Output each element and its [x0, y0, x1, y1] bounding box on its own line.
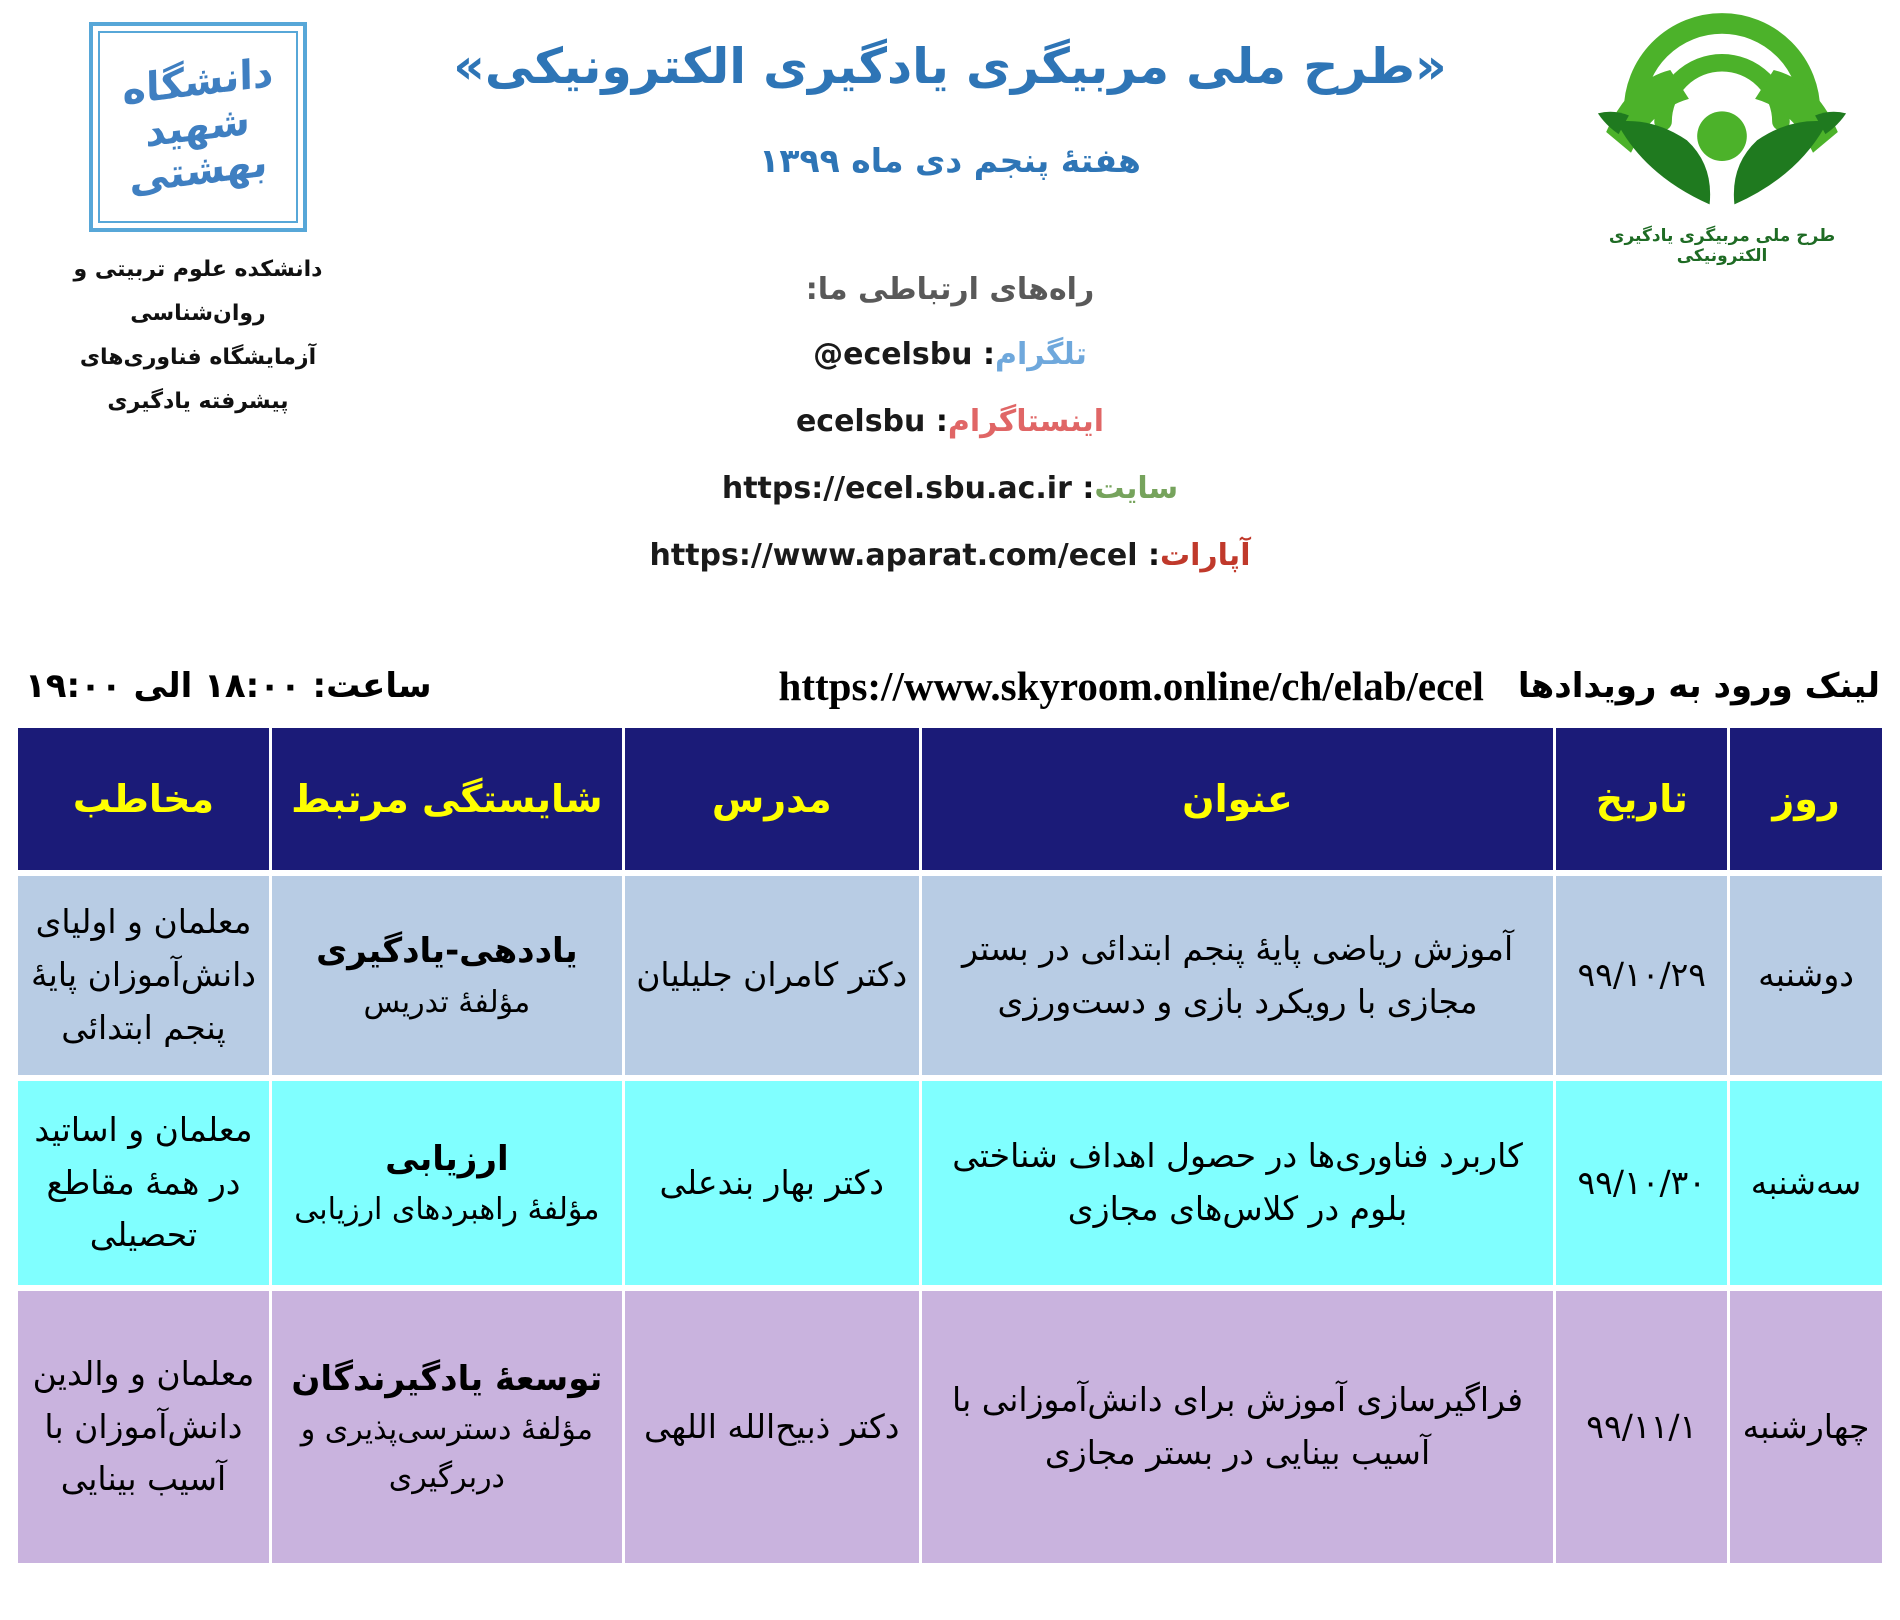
lab-name: آزمایشگاه فناوری‌های پیشرفته یادگیری	[79, 345, 317, 414]
competency-sub: مؤلفۀ راهبردهای ارزیابی	[294, 1192, 600, 1228]
cell-date: ۹۹/۱۰/۲۹	[1555, 873, 1729, 1078]
column-header-date: تاریخ	[1555, 725, 1729, 873]
events-bar	[0, 660, 1900, 722]
cell-audience: معلمان و اولیای دانش‌آموزان پایۀ پنجم ابتدائی	[17, 873, 271, 1078]
cell-instructor: دکتر کامران جلیلیان	[623, 873, 920, 1078]
events-link-label: لینک ورود به رویدادها	[1517, 666, 1880, 706]
table-row	[17, 873, 1884, 1078]
cell-date: ۹۹/۱۱/۱	[1555, 1288, 1729, 1566]
colon: :	[972, 337, 995, 372]
cell-title: کاربرد فناوری‌ها در حصول اهداف شناختی بلوم در کلاس‌های مجازی	[920, 1078, 1555, 1288]
program-logo-block	[1572, 10, 1872, 266]
aparat-url[interactable]: https://www.aparat.com/ecel	[649, 538, 1138, 573]
cell-instructor: دکتر بهار بندعلی	[623, 1078, 920, 1288]
cell-instructor: دکتر ذبیح‌الله اللهی	[623, 1288, 920, 1566]
cell-competency	[270, 1288, 623, 1566]
contact-website	[0, 471, 1900, 506]
column-header-title: عنوان	[920, 725, 1555, 873]
cell-audience: معلمان و اساتید در همۀ مقاطع تحصیلی	[17, 1078, 271, 1288]
schedule-header-row	[17, 725, 1884, 873]
competency-main: یاددهی-یادگیری	[316, 931, 578, 972]
competency-sub: مؤلفۀ تدریس	[363, 984, 531, 1020]
page-subtitle: هفتۀ پنجم دی ماه ۱۳۹۹	[759, 141, 1141, 180]
faculty-name: دانشکده علوم تربیتی و روان‌شناسی	[73, 257, 323, 326]
column-header-day: روز	[1729, 725, 1884, 873]
competency-main: ارزیابی	[385, 1138, 509, 1179]
column-header-instructor: مدرس	[623, 725, 920, 873]
cell-competency	[270, 1078, 623, 1288]
aparat-label: آپارات	[1159, 538, 1251, 573]
column-header-audience: مخاطب	[17, 725, 271, 873]
poster-header	[0, 0, 1900, 660]
events-link-url[interactable]: https://www.skyroom.online/ch/elab/ecel	[778, 663, 1484, 709]
events-link-group	[779, 662, 1880, 710]
session-time: ساعت: ۱۸:۰۰ الی ۱۹:۰۰	[25, 666, 432, 706]
contact-section	[0, 272, 1900, 605]
cell-date: ۹۹/۱۰/۳۰	[1555, 1078, 1729, 1288]
contact-heading: راه‌های ارتباطی ما:	[805, 272, 1095, 307]
colon: :	[1071, 471, 1095, 506]
colon: :	[1137, 538, 1160, 573]
website-label: سایت	[1094, 471, 1179, 506]
cell-title: فراگیرسازی آموزش برای دانش‌آموزانی با آسیب بینایی در بستر مجازی	[920, 1288, 1555, 1566]
column-header-competency: شایستگی مرتبط	[270, 725, 623, 873]
university-logo-text: دانشگاه	[122, 49, 274, 115]
telegram-handle[interactable]: @ecelsbu	[813, 337, 973, 372]
contact-instagram	[0, 404, 1900, 439]
contact-telegram	[0, 337, 1900, 372]
cell-title: آموزش ریاضی پایۀ پنجم ابتدائی در بستر مجازی با رویکرد بازی و دست‌ورزی	[920, 873, 1555, 1078]
schedule-table	[15, 722, 1885, 1569]
contact-aparat	[0, 538, 1900, 573]
instagram-handle[interactable]: ecelsbu	[795, 404, 926, 439]
cell-day: چهارشنبه	[1729, 1288, 1884, 1566]
instagram-label: اینستاگرام	[947, 404, 1105, 439]
cell-competency	[270, 873, 623, 1078]
program-logo-icon	[1587, 10, 1857, 222]
competency-sub: مؤلفۀ دسترسی‌پذیری و دربرگیری	[300, 1412, 593, 1496]
cell-audience: معلمان و والدین دانش‌آموزان با آسیب بینایی	[17, 1288, 271, 1566]
cell-day: سه‌شنبه	[1729, 1078, 1884, 1288]
table-row	[17, 1078, 1884, 1288]
website-url[interactable]: https://ecel.sbu.ac.ir	[721, 471, 1072, 506]
colon: :	[925, 404, 948, 439]
table-row	[17, 1288, 1884, 1566]
university-logo-text: بهشتی	[128, 139, 268, 203]
page-title: «طرح ملی مربیگری یادگیری الکترونیکی»	[453, 38, 1447, 95]
telegram-label: تلگرام	[995, 337, 1087, 372]
cell-day: دوشنبه	[1729, 873, 1884, 1078]
competency-main: توسعۀ یادگیرندگان	[291, 1358, 603, 1399]
university-logo-text: شهید	[145, 97, 251, 157]
program-logo-caption: طرح ملی مربیگری یادگیری الکترونیکی	[1608, 226, 1836, 266]
